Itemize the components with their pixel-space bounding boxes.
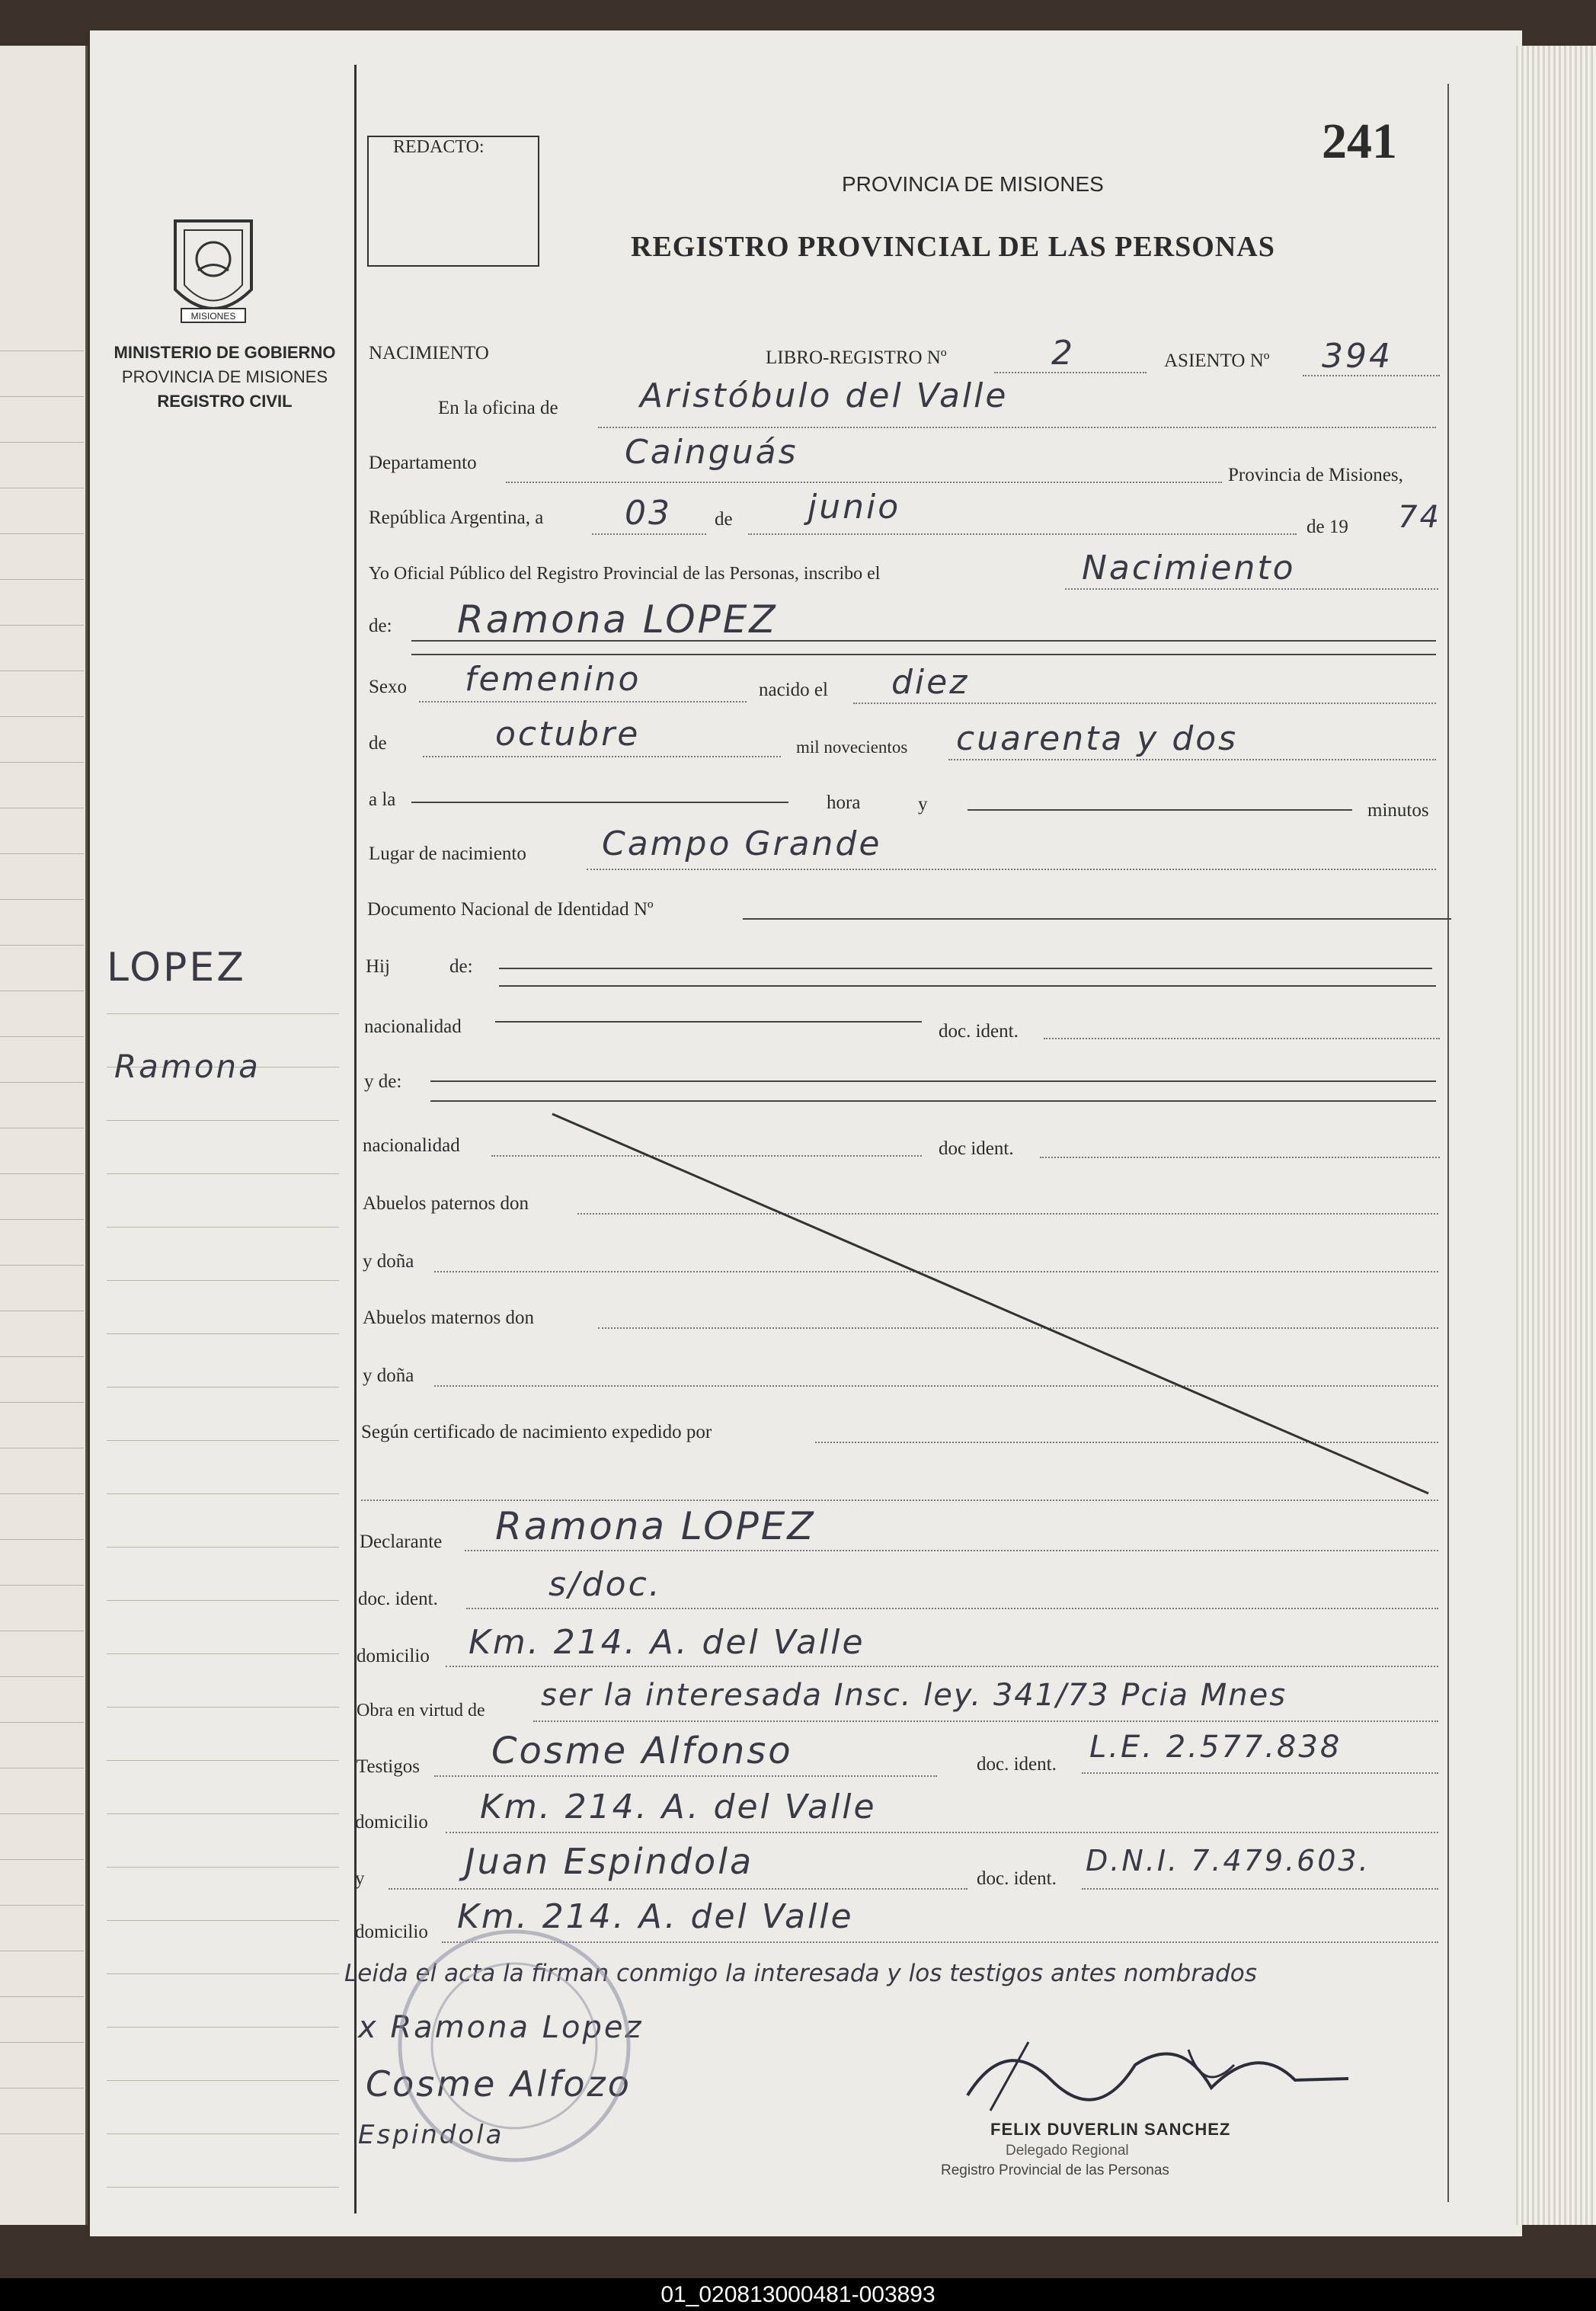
mes-line (748, 533, 1297, 535)
segun-certificado-label: Según certificado de nacimiento expedido por (361, 1422, 712, 1442)
domicilio3-label: domicilio (355, 1922, 428, 1942)
nacido-anio-line (948, 759, 1436, 760)
testigo1-line (434, 1775, 937, 1777)
doc-ident3-label: doc. ident. (358, 1589, 438, 1609)
doc-ident3-line (466, 1608, 1438, 1609)
left-facing-page (0, 46, 88, 2225)
testigo1-value: Cosme Alfonso (491, 1730, 793, 1772)
y2-label: y (355, 1868, 365, 1889)
sexo-line (419, 701, 747, 703)
ministry-line3: REGISTRO CIVIL (157, 392, 293, 411)
asiento-label: ASIENTO Nº (1164, 350, 1270, 371)
official-name: FELIX DUVERLIN SANCHEZ (990, 2120, 1231, 2139)
dia-value: 03 (625, 494, 672, 533)
official-seal-stamp (389, 1920, 640, 2172)
obra-en-virtud-value: ser la interesada Insc. ley. 341/73 Pcia Mnes (541, 1678, 1287, 1713)
hora-label: hora (827, 792, 861, 813)
hora-line (411, 802, 788, 803)
nacimiento-label: NACIMIENTO (369, 343, 489, 363)
sexo-value: femenino (465, 660, 641, 699)
y-dona1-label: y doña (363, 1251, 414, 1272)
lugar-value: Campo Grande (602, 824, 882, 863)
testigo1-doc-value: L.E. 2.577.838 (1089, 1730, 1342, 1765)
hij-line-1 (499, 968, 1432, 969)
doc-ident5-line (1082, 1888, 1438, 1890)
image-id-footer: 01_020813000481-003893 (0, 2278, 1596, 2311)
de-19-label: de 19 (1307, 517, 1348, 537)
hij-label: Hij (366, 956, 390, 977)
lugar-label: Lugar de nacimiento (369, 843, 526, 864)
a-la-label: a la (369, 789, 396, 810)
nacionalidad1-label: nacionalidad (364, 1016, 462, 1037)
de-colon-label: de: (369, 616, 392, 636)
official-office: Registro Provincial de las Personas (941, 2162, 1169, 2178)
nacido-el-label: nacido el (759, 680, 828, 700)
yo-oficial-label: Yo Oficial Público del Registro Provincial de las Personas, inscribo el (369, 564, 881, 584)
abuelos-maternos-label: Abuelos maternos don (363, 1308, 534, 1328)
provincia-misiones-label: Provincia de Misiones, (1228, 465, 1403, 485)
testigo1-domicilio-value: Km. 214. A. del Valle (480, 1788, 877, 1826)
oficina-line (598, 427, 1436, 428)
y-de-line-2 (430, 1100, 1436, 1102)
abuelos-paternos-label: Abuelos paternos don (363, 1193, 529, 1214)
domicilio1-label: domicilio (357, 1646, 430, 1666)
province-heading: PROVINCIA DE MISIONES (842, 172, 1104, 196)
redacto-label: REDACTO: (393, 137, 485, 157)
oficina-value: Aristóbulo del Valle (640, 376, 1009, 415)
hij-line-2 (499, 985, 1436, 987)
name-value: Ramona LOPEZ (457, 597, 778, 642)
nacido-mes-value: octubre (495, 715, 641, 754)
declarante-doc-value: s/doc. (549, 1565, 662, 1604)
sexo-label: Sexo (369, 677, 407, 697)
doc-ident4-label: doc. ident. (977, 1754, 1057, 1775)
y-dona2-label: y doña (363, 1365, 414, 1386)
official-title: Delegado Regional (1006, 2143, 1129, 2159)
asiento-value: 394 (1322, 337, 1393, 376)
nacido-mes-line (423, 756, 781, 757)
lugar-line (587, 869, 1436, 870)
y-de-line-1 (430, 1080, 1436, 1082)
name-line-2 (411, 654, 1436, 655)
signature-interesada: x Ramona Lopez (358, 2010, 644, 2045)
doc-ident4-line (1082, 1772, 1438, 1774)
ministry-line2: PROVINCIA DE MISIONES (121, 367, 328, 386)
nacionalidad2-label: nacionalidad (363, 1135, 460, 1156)
inscribo-line (1065, 588, 1438, 590)
mes-value: junio (808, 488, 901, 527)
testigo2-domicilio-value: Km. 214. A. del Valle (457, 1897, 854, 1936)
libro-registro-value: 2 (1051, 334, 1075, 373)
nacionalidad1-line (495, 1021, 922, 1023)
testigo2-line (389, 1888, 968, 1890)
dia-line (592, 533, 706, 535)
inscribo-value: Nacimiento (1082, 549, 1296, 587)
nacido-dia-value: diez (891, 663, 970, 702)
documento-nacional-label: Documento Nacional de Identidad Nº (367, 899, 654, 920)
coat-of-arms-icon (160, 206, 267, 331)
testigo2-value: Juan Espindola (465, 1841, 754, 1882)
cancellation-stroke (533, 1105, 1478, 1501)
signature-testigo2: Espindola (358, 2120, 504, 2150)
testigo2-doc-value: D.N.I. 7.479.603. (1086, 1844, 1371, 1877)
y-label: y (918, 794, 928, 815)
page-edges (1516, 46, 1596, 2225)
declarante-value: Ramona LOPEZ (495, 1504, 816, 1548)
doc-ident5-label: doc. ident. (977, 1868, 1057, 1889)
registry-title: REGISTRO PROVINCIAL DE LAS PERSONAS (631, 231, 1275, 263)
minutos-label: minutos (1367, 800, 1429, 821)
nacido-line (853, 703, 1436, 704)
closing-note: Leida el acta la firman conmigo la interesada y los testigos antes nombrados (344, 1960, 1257, 1987)
mil-novecientos-label: mil novecientos (796, 738, 908, 757)
libro-registro-label: LIBRO-REGISTRO Nº (766, 347, 947, 368)
domicilio2-label: domicilio (355, 1812, 428, 1832)
svg-text:MISIONES: MISIONES (190, 311, 236, 322)
obra-line (533, 1720, 1438, 1722)
y-de-label: y de: (364, 1071, 402, 1092)
doc-ident2-label: doc ident. (939, 1138, 1014, 1159)
oficina-label: En la oficina de (438, 398, 558, 418)
minutos-line (968, 809, 1352, 811)
declarante-domicilio-value: Km. 214. A. del Valle (469, 1623, 865, 1662)
de2-label: de (369, 733, 387, 754)
anio-value: 74 (1398, 500, 1441, 535)
obra-en-virtud-label: Obra en virtud de (357, 1701, 485, 1720)
page-number: 241 (1322, 114, 1397, 169)
official-signature-scribble (937, 2019, 1364, 2133)
departamento-line (506, 482, 1222, 483)
documento-line (743, 918, 1451, 920)
doc-ident1-line (1044, 1038, 1440, 1039)
de-label: de (715, 509, 733, 530)
declarante-label: Declarante (360, 1532, 443, 1552)
departamento-label: Departamento (369, 453, 477, 473)
declarante-line (465, 1550, 1438, 1551)
departamento-value: Cainguás (625, 433, 798, 472)
hij-de-label: de: (449, 956, 473, 977)
margin-surname: LOPEZ (107, 945, 246, 991)
margin-given-name: Ramona (114, 1048, 261, 1085)
nacido-anio-value: cuarenta y dos (956, 719, 1239, 758)
margin-rule (354, 65, 357, 2213)
testigos-label: Testigos (357, 1756, 420, 1777)
domicilio2-line (446, 1832, 1438, 1833)
doc-ident1-label: doc. ident. (939, 1021, 1019, 1042)
ministry-line1: MINISTERIO DE GOBIERNO (114, 343, 336, 362)
republica-label: República Argentina, a (369, 507, 544, 528)
domicilio1-line (446, 1666, 1438, 1667)
signature-testigo1: Cosme Alfozo (366, 2063, 632, 2105)
